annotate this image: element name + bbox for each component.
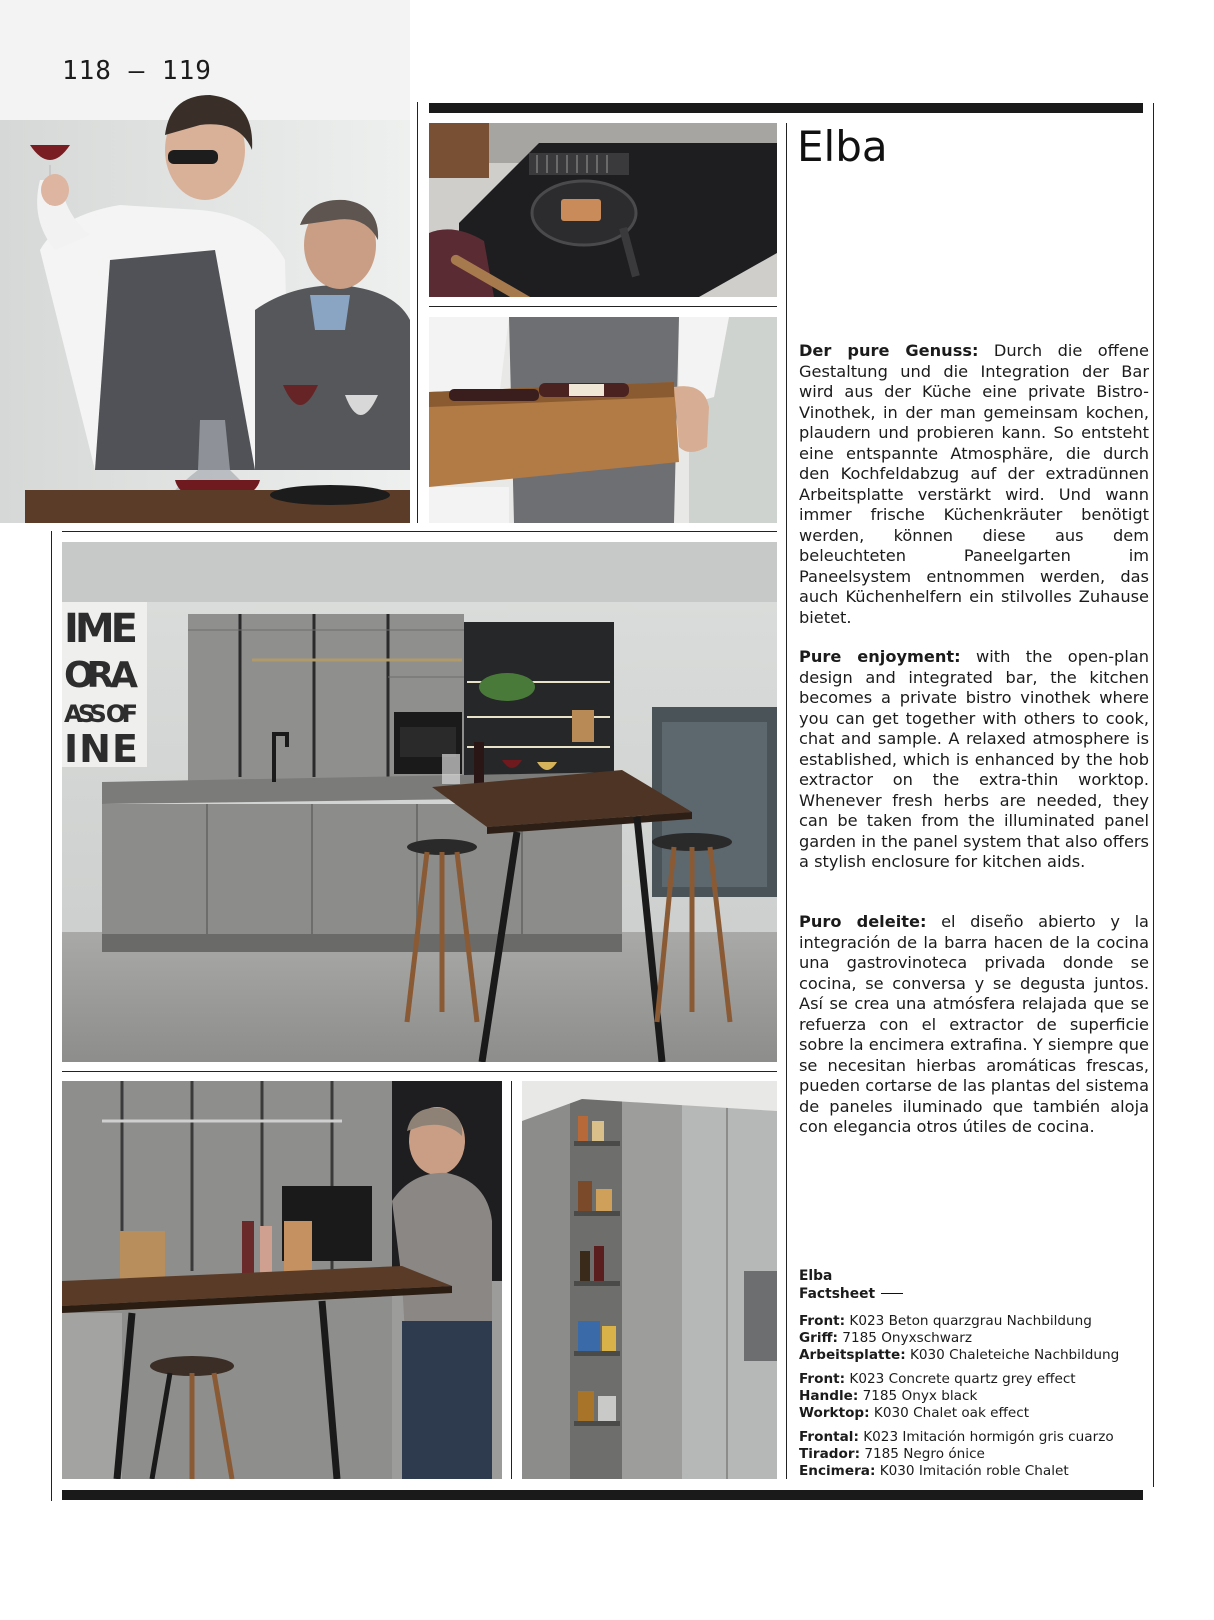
fact-row <box>799 1313 1159 1330</box>
page-title: Elba <box>797 122 888 171</box>
poster-line-3: ASS OF <box>64 700 138 728</box>
fact-value: 7185 Onyx black <box>858 1388 978 1404</box>
fact-value: K030 Chaleteiche Nachbildung <box>905 1347 1120 1363</box>
photo-wine-box <box>429 317 777 523</box>
paragraph-german-text: Durch die offene Gestaltung und die Integration der Bar wird aus der Küche eine private Bistro-Vinothek, in der man gemeinsam kochen, plaudern und probieren kann. So entsteht eine entspannte Atmosphäre, die durch den Kochfeldabzug auf der extradünnen Arbeitsplatte verstärkt wird. Und wann immer frische Küchenkräuter benötigt werden, können diese aus dem beleuchteten Paneelgarten im Paneelsystem entnommen werden, das auch Küchenhelfern ein stilvolles Zuhause bietet. <box>799 341 1149 627</box>
factsheet-model: Elba <box>799 1268 833 1284</box>
fact-label: Handle: <box>799 1388 859 1404</box>
fact-row <box>799 1388 1159 1405</box>
factsheet-spanish <box>799 1429 1159 1480</box>
fact-label: Arbeitsplatte: <box>799 1347 906 1363</box>
fact-label: Front: <box>799 1371 846 1387</box>
photo-pantry-pullout <box>522 1081 777 1479</box>
poster-line-1: IME <box>64 606 138 652</box>
fact-row <box>799 1347 1159 1364</box>
fact-label: Frontal: <box>799 1429 859 1445</box>
divider-bottom-photos <box>511 1081 512 1479</box>
paragraph-english-lead: Pure enjoyment: <box>799 647 961 666</box>
fact-value: 7185 Negro ónice <box>860 1446 985 1462</box>
factsheet-german <box>799 1313 1159 1364</box>
paragraph-german <box>799 341 1149 628</box>
fact-label: Encimera: <box>799 1463 876 1479</box>
factsheet-heading-row <box>799 1286 1159 1304</box>
photo-man-at-bar <box>62 1081 502 1479</box>
rule-thick-bottom <box>62 1490 1143 1500</box>
paragraph-spanish <box>799 912 1149 1138</box>
fact-value: K023 Beton quarzgrau Nachbildung <box>845 1313 1092 1329</box>
paragraph-spanish-text: el diseño abierto y la integración de la barra hacen de la cocina una gastrovinoteca privada donde se cocina, se conversa y se degusta juntos. Así se crea una atmósfera relajada que se refuerza con el extractor de superficie sobre la encimera extrafina. Y siempre que se necesitan hierbas aromáticas frescas, pueden cortarse de las plantas del sistema de paneles iluminado que también aloja con elegancia otros útiles de cocina. <box>799 912 1149 1136</box>
fact-row <box>799 1446 1159 1463</box>
divider-under-cooktop <box>429 306 777 307</box>
fact-value: K030 Imitación roble Chalet <box>875 1463 1069 1479</box>
fact-value: 7185 Onyxschwarz <box>837 1330 972 1346</box>
fact-label: Tirador: <box>799 1446 861 1462</box>
paragraph-german-lead: Der pure Genuss: <box>799 341 979 360</box>
fact-label: Front: <box>799 1313 846 1329</box>
frame-left <box>51 531 52 1501</box>
factsheet-english <box>799 1371 1159 1422</box>
poster-line-4: INE <box>64 727 138 771</box>
divider-text-column <box>786 123 787 1479</box>
fact-row <box>799 1330 1159 1347</box>
fact-label: Griff: <box>799 1330 838 1346</box>
rule-thick-top <box>429 103 1143 113</box>
fact-label: Worktop: <box>799 1405 870 1421</box>
fact-value: K023 Concrete quartz grey effect <box>845 1371 1076 1387</box>
photo-elba-kitchen-main <box>62 542 777 1062</box>
fact-row <box>799 1371 1159 1388</box>
page-numbers: 118 — 119 <box>62 56 212 86</box>
paragraph-spanish-lead: Puro deleite: <box>799 912 927 931</box>
fact-value: K030 Chalet oak effect <box>869 1405 1030 1421</box>
fact-row <box>799 1429 1159 1446</box>
paragraph-english <box>799 647 1149 873</box>
divider-below-main <box>62 1071 777 1072</box>
factsheet-dash <box>881 1293 903 1295</box>
poster-text <box>64 606 138 771</box>
paragraph-english-text: with the open-plan design and integrated bar, the kitchen becomes a private bistro vinothek where you can get together with others to cook, chat and sample. A relaxed atmosphere is established, which is enhanced by the hob extractor on the extra-thin worktop. Whenever fresh herbs are needed, they can be taken from the illuminated panel garden in the panel system that also offers a stylish enclosure for kitchen aids. <box>799 647 1149 871</box>
divider-vertical-top-left <box>417 102 418 523</box>
fact-row <box>799 1405 1159 1422</box>
fact-value: K023 Imitación hormigón gris cuarzo <box>858 1429 1114 1445</box>
factsheet <box>799 1268 1159 1487</box>
poster-line-2: OR A <box>64 655 138 696</box>
divider-above-main <box>62 531 777 532</box>
factsheet-heading: Factsheet <box>799 1285 876 1302</box>
photo-cooktop-pan <box>429 123 777 297</box>
fact-row <box>799 1463 1159 1480</box>
